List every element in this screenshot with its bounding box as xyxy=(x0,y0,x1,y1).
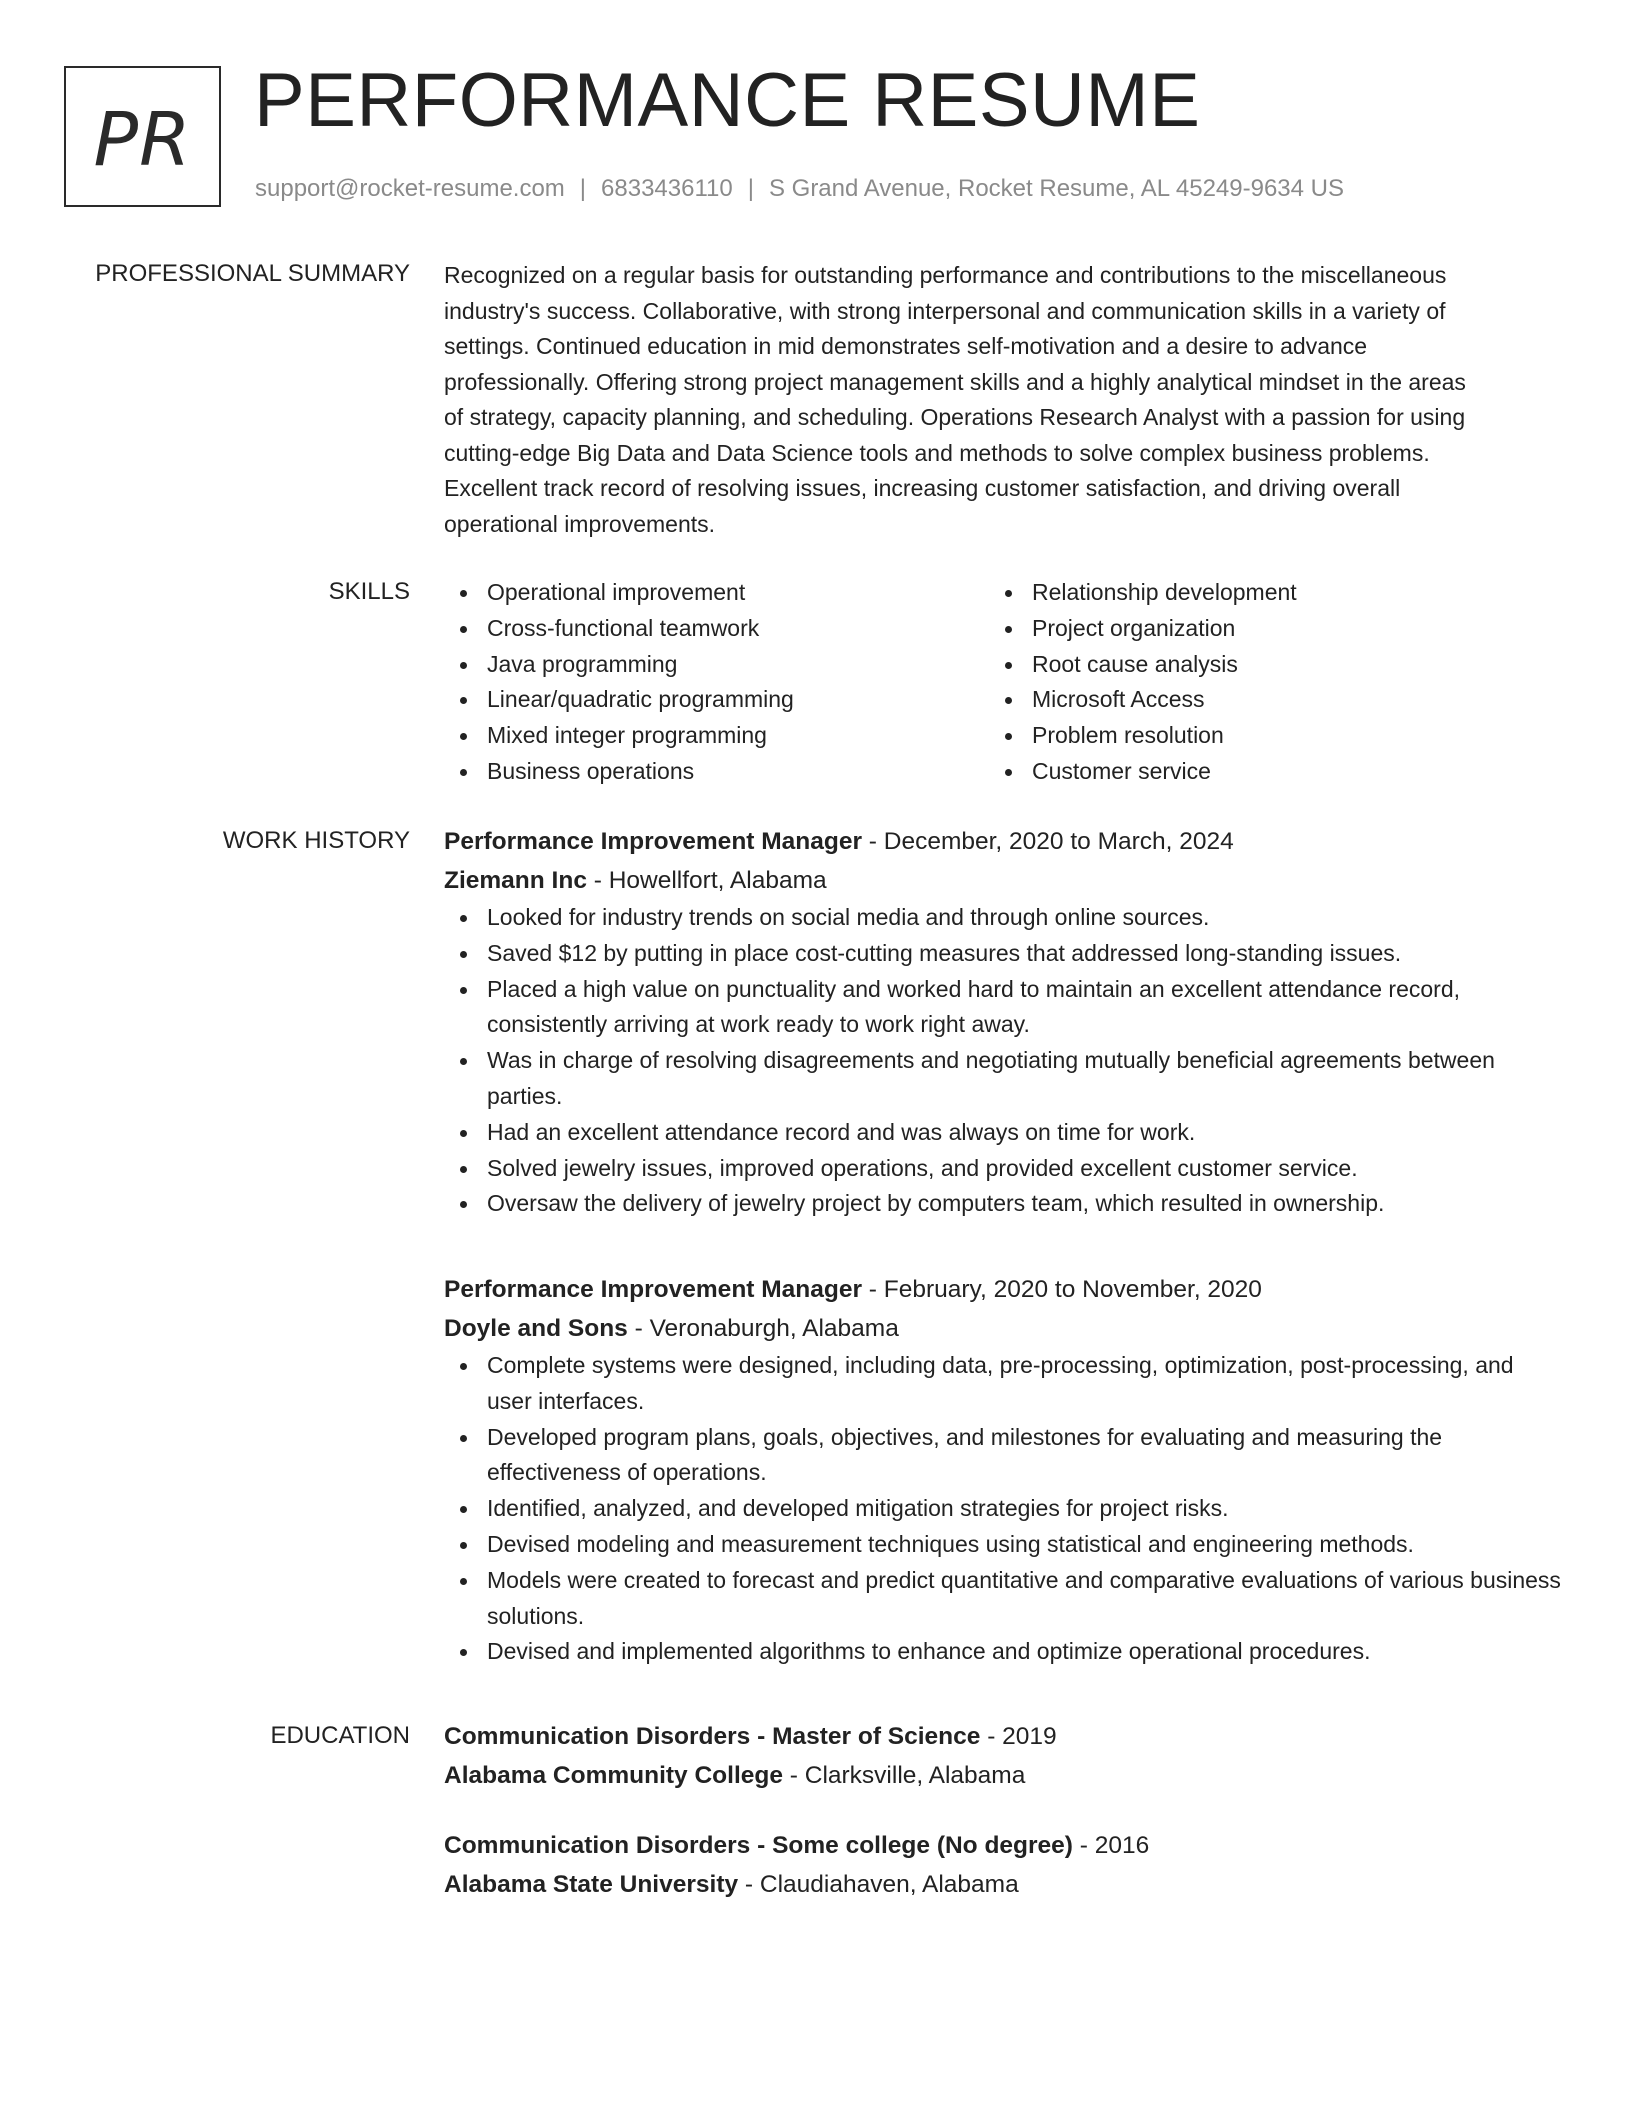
job-bullets xyxy=(444,900,1564,1222)
education-entry xyxy=(444,1717,1564,1795)
contact-line xyxy=(255,174,1344,204)
education-school-line xyxy=(444,1865,1564,1904)
summary-line: operational improvements. xyxy=(444,510,716,537)
summary-line: of strategy, capacity planning, and scheduling. Operations Research Analyst with a passion for using xyxy=(444,404,1466,430)
education-degree-line xyxy=(444,1826,1564,1865)
job-bullet: Was in charge of resolving disagreements and negotiating mutually beneficial agreements between parties. xyxy=(444,1043,1564,1115)
section-label-work: WORK HISTORY xyxy=(222,827,410,854)
job-bullets xyxy=(444,1348,1564,1670)
education-year: - 2019 xyxy=(980,1723,1057,1750)
summary-line: industry's success. Collaborative, with strong interpersonal and communication skills in a variety of xyxy=(444,297,1446,324)
monogram-box xyxy=(64,66,221,207)
summary-block xyxy=(444,258,1564,542)
education-school: Alabama Community College xyxy=(444,1762,783,1789)
skill-item: Microsoft Access xyxy=(989,682,1534,718)
job-bullet: Devised modeling and measurement techniques using statistical and engineering methods. xyxy=(444,1527,1564,1563)
education-location: - Claudiahaven, Alabama xyxy=(738,1871,1019,1898)
contact-separator: | xyxy=(747,175,754,202)
section-label-education: EDUCATION xyxy=(270,1722,410,1749)
job-title: Performance Improvement Manager xyxy=(444,828,862,855)
skill-item: Project organization xyxy=(989,611,1534,647)
job-company-line xyxy=(444,1309,1564,1348)
summary-line: settings. Continued education in mid demonstrates self-motivation and a desire to advance xyxy=(444,333,1368,359)
job-dates: - February, 2020 to November, 2020 xyxy=(862,1276,1262,1303)
skill-item: Root cause analysis xyxy=(989,647,1534,683)
skill-item: Problem resolution xyxy=(989,718,1534,754)
section-label-summary: PROFESSIONAL SUMMARY xyxy=(95,260,410,287)
education-location: - Clarksville, Alabama xyxy=(782,1762,1026,1789)
contact-email[interactable]: support@rocket-resume.com xyxy=(255,175,565,202)
job-bullet: Developed program plans, goals, objectives, and milestones for evaluating and measuring the effectiveness of operations. xyxy=(444,1420,1564,1492)
education-degree-line xyxy=(444,1717,1564,1756)
education-school-line xyxy=(444,1756,1564,1795)
job-bullet: Solved jewelry issues, improved operations, and provided excellent customer service. xyxy=(444,1151,1564,1187)
job-company-line xyxy=(444,861,1564,900)
summary-line: Excellent track record of resolving issues, increasing customer satisfaction, and driving overall xyxy=(444,475,1401,501)
job-dates: - December, 2020 to March, 2024 xyxy=(862,828,1234,855)
contact-separator: | xyxy=(579,175,587,202)
job-bullet: Oversaw the delivery of jewelry project by computers team, which resulted in ownership. xyxy=(444,1186,1564,1222)
resume-name: PERFORMANCE RESUME xyxy=(254,58,1201,143)
skills-column-right xyxy=(989,575,1534,790)
skill-item: Mixed integer programming xyxy=(444,718,989,754)
summary-line: Recognized on a regular basis for outstanding performance and contributions to the miscellaneous xyxy=(444,262,1447,288)
skill-item: Operational improvement xyxy=(444,575,989,611)
job-title-line xyxy=(444,822,1564,861)
job-bullet: Devised and implemented algorithms to enhance and optimize operational procedures. xyxy=(444,1634,1564,1670)
job-entry xyxy=(444,1270,1564,1670)
job-bullet: Saved $12 by putting in place cost-cutting measures that addressed long-standing issues. xyxy=(444,936,1564,972)
job-title: Performance Improvement Manager xyxy=(444,1276,862,1303)
skill-item: Business operations xyxy=(444,754,989,790)
job-company: Doyle and Sons xyxy=(444,1315,628,1342)
skills-column-left xyxy=(444,575,989,790)
job-bullet: Models were created to forecast and predict quantitative and comparative evaluations of various business solutions. xyxy=(444,1563,1564,1635)
education-degree: Communication Disorders - Master of Science xyxy=(444,1723,981,1750)
contact-address: S Grand Avenue, Rocket Resume, AL 45249-9634 US xyxy=(768,175,1344,202)
monogram-initials: PR xyxy=(93,96,192,183)
contact-phone[interactable]: 6833436110 xyxy=(601,175,733,202)
skill-item: Linear/quadratic programming xyxy=(444,682,989,718)
section-label-skills: SKILLS xyxy=(328,578,410,605)
summary-line: professionally. Offering strong project management skills and a highly analytical mindset in the areas xyxy=(444,368,1466,395)
skill-item: Cross-functional teamwork xyxy=(444,611,989,647)
job-company: Ziemann Inc xyxy=(444,867,587,894)
education-degree: Communication Disorders - Some college (No degree) xyxy=(444,1832,1073,1859)
education-school: Alabama State University xyxy=(444,1871,739,1898)
skill-item: Relationship development xyxy=(989,575,1534,611)
job-entry xyxy=(444,822,1564,1222)
job-title-line xyxy=(444,1270,1564,1309)
skills-grid xyxy=(444,575,1544,790)
job-location: - Howellfort, Alabama xyxy=(586,867,827,894)
job-bullet: Identified, analyzed, and developed mitigation strategies for project risks. xyxy=(444,1491,1564,1527)
skill-item: Java programming xyxy=(444,647,989,683)
job-bullet: Complete systems were designed, including data, pre-processing, optimization, post-processing, and user interfaces. xyxy=(444,1348,1564,1420)
skill-item: Customer service xyxy=(989,754,1534,790)
job-bullet: Had an excellent attendance record and was always on time for work. xyxy=(444,1115,1564,1151)
job-bullet: Placed a high value on punctuality and worked hard to maintain an excellent attendance record, consistently arriving at work ready to work right away. xyxy=(444,972,1564,1044)
education-entry xyxy=(444,1826,1564,1904)
job-location: - Veronaburgh, Alabama xyxy=(627,1315,899,1342)
summary-line: cutting-edge Big Data and Data Science tools and methods to solve complex business problems. xyxy=(444,439,1430,466)
skills-block xyxy=(444,575,1564,790)
job-bullet: Looked for industry trends on social media and through online sources. xyxy=(444,900,1564,936)
education-year: - 2016 xyxy=(1072,1832,1150,1859)
